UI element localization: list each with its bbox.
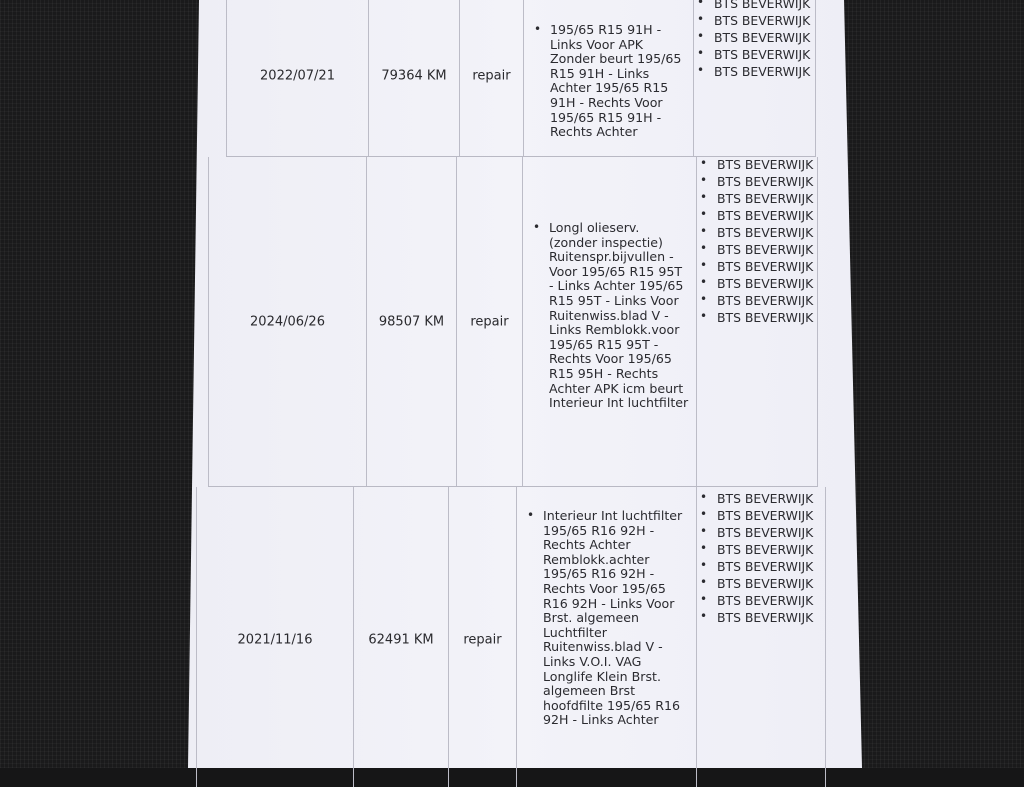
type-cell: repair bbox=[448, 487, 516, 787]
shop-entry: • BTS BEVERWIJK bbox=[697, 593, 825, 608]
parts-cell bbox=[516, 487, 696, 787]
mileage-cell: 79364 KM bbox=[368, 0, 459, 156]
parts-text: • 195/65 R15 91H - Links Voor APK Zonder beurt 195/65 R15 91H - Links Achter 195/65 R15 91H - Rechts Voor 195/65 R15 91H - Rechts Achter bbox=[532, 23, 687, 140]
shop-entry: • BTS BEVERWIJK bbox=[697, 559, 825, 574]
shop-entry: • BTS BEVERWIJK bbox=[697, 508, 825, 523]
date-cell: 2022/07/21 bbox=[226, 0, 368, 156]
parts-cell bbox=[523, 0, 693, 156]
shop-entry: • BTS BEVERWIJK bbox=[697, 610, 825, 625]
mileage-cell: 62491 KM bbox=[353, 487, 448, 787]
shop-entry: • BTS BEVERWIJK bbox=[697, 225, 817, 240]
shop-cell bbox=[696, 487, 826, 787]
shop-entry: • BTS BEVERWIJK bbox=[697, 491, 825, 506]
shop-cell bbox=[693, 0, 816, 156]
date-cell: 2021/11/16 bbox=[196, 487, 353, 787]
shop-cell bbox=[696, 157, 818, 486]
mileage-cell: 98507 KM bbox=[366, 157, 456, 486]
date-cell: 2024/06/26 bbox=[208, 157, 366, 486]
shop-entry: • BTS BEVERWIJK bbox=[697, 293, 817, 308]
table-row bbox=[226, 0, 816, 157]
shop-entry: • BTS BEVERWIJK bbox=[697, 310, 817, 325]
shop-entry: • BTS BEVERWIJK bbox=[697, 208, 817, 223]
parts-text: • Longl olieserv. (zonder inspectie) Ruitenspr.bijvullen - Voor 195/65 R15 95T - Links Achter 195/65 R15 95T - Links Voor Ruitenwiss.blad V - Links Remblokk.voor 195/65 R15 95T - Rechts Voor 195/65 R15 95H - Rechts Achter APK icm beurt Interieur Int luchtfilter bbox=[531, 221, 690, 411]
shop-entry: • BTS BEVERWIJK bbox=[697, 525, 825, 540]
parts-cell bbox=[522, 157, 696, 486]
shop-entry: • BTS BEVERWIJK bbox=[694, 30, 815, 45]
table-row bbox=[196, 487, 826, 787]
shop-entry: • BTS BEVERWIJK bbox=[697, 259, 817, 274]
shop-entry: • BTS BEVERWIJK bbox=[697, 191, 817, 206]
parts-text: • Interieur Int luchtfilter 195/65 R16 92H - Rechts Achter Remblokk.achter 195/65 R16 92H - Rechts Voor 195/65 R16 92H - Links Voor Brst. algemeen Luchtfilter Ruitenwiss.blad V - Links V.O.I. VAG Longlife Klein Brst. algemeen Brst hoofdfilte 195/65 R16 92H - Links Achter bbox=[525, 509, 690, 728]
shop-entry: • BTS BEVERWIJK bbox=[697, 542, 825, 557]
shop-entry: • BTS BEVERWIJK bbox=[697, 157, 817, 172]
shop-entry: • BTS BEVERWIJK bbox=[697, 242, 817, 257]
shop-entry: • BTS BEVERWIJK bbox=[694, 0, 815, 11]
type-cell: repair bbox=[456, 157, 522, 486]
shop-entry: • BTS BEVERWIJK bbox=[694, 64, 815, 79]
shop-entry: • BTS BEVERWIJK bbox=[697, 576, 825, 591]
table-row bbox=[208, 157, 818, 487]
shop-entry: • BTS BEVERWIJK bbox=[697, 174, 817, 189]
shop-entry: • BTS BEVERWIJK bbox=[694, 13, 815, 28]
type-cell: repair bbox=[459, 0, 523, 156]
shop-entry: • BTS BEVERWIJK bbox=[694, 47, 815, 62]
shop-entry: • BTS BEVERWIJK bbox=[697, 276, 817, 291]
